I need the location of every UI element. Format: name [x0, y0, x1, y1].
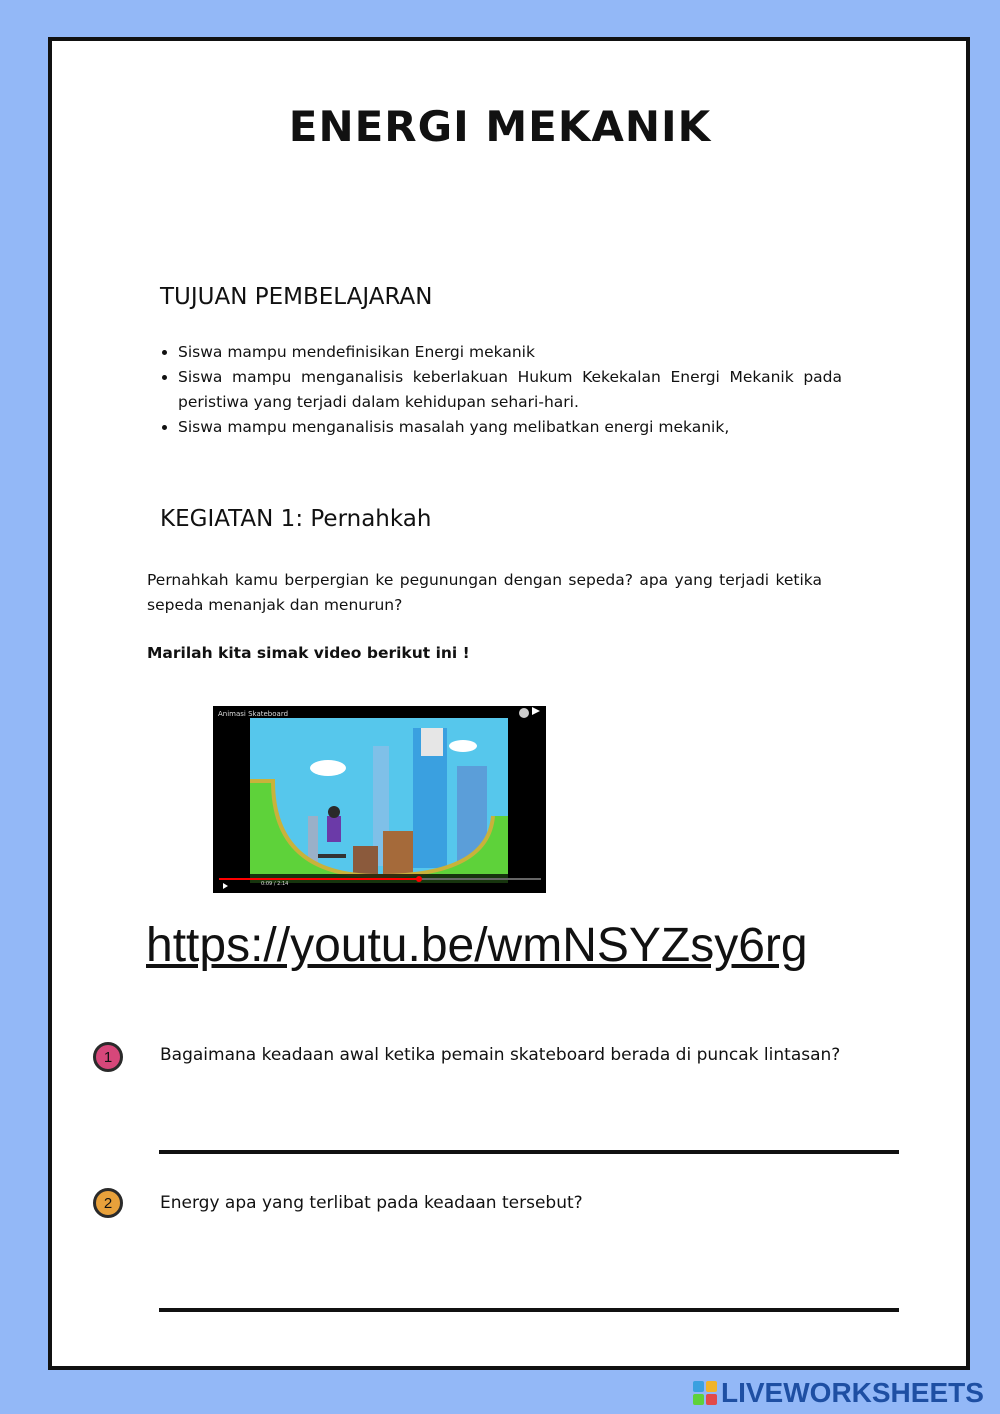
activity-question-text: Pernahkah kamu berpergian ke pegunungan dengan sepeda? apa yang terjadi ketika sepeda menanjak dan menurun?: [147, 571, 822, 614]
question-number-badge: 1: [93, 1042, 123, 1072]
objectives-heading: TUJUAN PEMBELAJARAN: [160, 284, 433, 310]
liveworksheets-icon: [693, 1381, 717, 1405]
objectives-list: [158, 340, 842, 440]
brand-name: LIVEWORKSHEETS: [721, 1377, 984, 1408]
activity-heading: KEGIATAN 1: Pernahkah: [160, 506, 432, 532]
answer-line[interactable]: [159, 1308, 899, 1312]
answer-line[interactable]: [159, 1150, 899, 1154]
skateboard-scene-image: [213, 706, 546, 893]
video-title: Animasi Skateboard: [218, 710, 289, 718]
question-number-badge: 2: [93, 1188, 123, 1218]
video-time: 0:09 / 2:14: [261, 881, 289, 887]
objective-item: • Siswa mampu mendefinisikan Energi mekanik: [178, 340, 842, 365]
objective-item: • Siswa mampu menganalisis masalah yang melibatkan energi mekanik,: [178, 415, 842, 440]
objective-item: • Siswa mampu menganalisis keberlakuan Hukum Kekekalan Energi Mekanik pada peristiwa yang terjadi dalam kehidupan sehari-hari.: [178, 365, 842, 415]
question-text: Energy apa yang terlibat pada keadaan tersebut?: [160, 1193, 583, 1213]
youtube-link[interactable]: https://youtu.be/wmNSYZsy6rg: [146, 919, 808, 972]
page-title: ENERGI MEKANIK: [288, 102, 712, 151]
worksheet-page: [48, 37, 970, 1370]
liveworksheets-logo: [693, 1377, 984, 1409]
question-text: Bagaimana keadaan awal ketika pemain skateboard berada di puncak lintasan?: [160, 1045, 841, 1065]
video-thumbnail[interactable]: [213, 706, 546, 893]
activity-instruction: Marilah kita simak video berikut ini !: [147, 644, 470, 662]
